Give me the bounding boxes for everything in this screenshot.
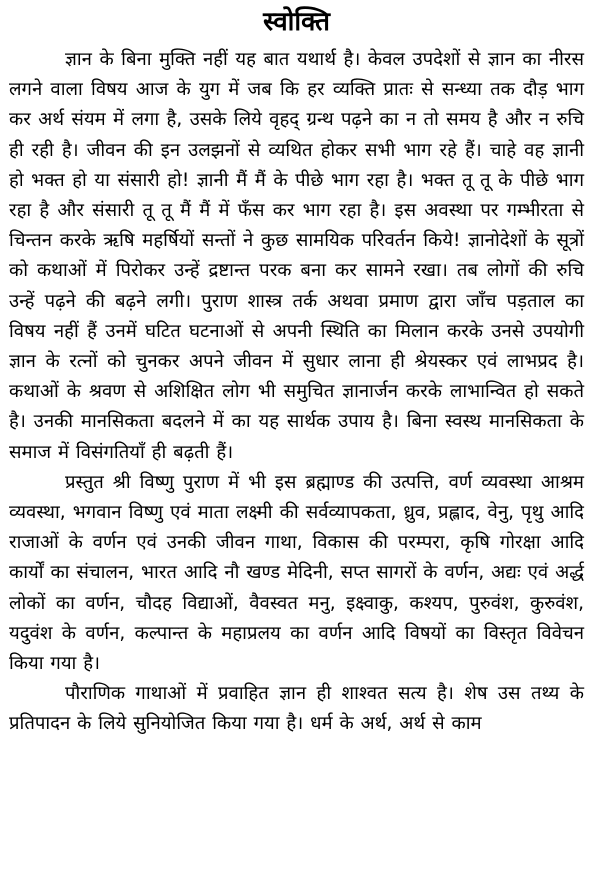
paragraph-3: पौराणिक गाथाओं में प्रवाहित ज्ञान ही शाश्वत सत्य है। शेष उस तथ्य के प्रतिपादन के लिये सुनियोजित किया गया है। धर्म के अर्थ, अर्थ से काम [9, 683, 584, 735]
paragraph-2: प्रस्तुत श्री विष्णु पुराण में भी इस ब्रह्माण्ड की उत्पत्ति, वर्ण व्यवस्था आश्रम व्यवस्था, भगवान विष्णु एवं माता लक्ष्मी की सर्वव्यापकता, ध्रुव, प्रह्लाद, वेनु, पृथु आदि राजाओं के वर्णन एवं उनकी जीवन गाथा, विकास की परम्परा, कृषि गोरक्षा आदि कार्यों का संचालन, भारत आदि नौ खण्ड मेदिनी, सप्त सागरों के वर्णन, अद्यः एवं अर्द्ध लोकों का वर्णन, चौदह विद्याओं, वैवस्वत मनु, इक्ष्वाकु, कश्यप, पुरुवंश, कुरुवंश, यदुवंश के वर्णन, कल्पान्त के महाप्रलय का वर्णन आदि विषयों का विस्तृत विवेचन किया गया है। [9, 471, 584, 675]
paragraph-1: ज्ञान के बिना मुक्ति नहीं यह बात यथार्थ है। केवल उपदेशों से ज्ञान का नीरस लगने वाला विषय आज के युग में जब कि हर व्यक्ति प्रातः से सन्ध्या तक दौड़ भाग कर अर्थ संयम में लगा है, उसके लिये वृहद् ग्रन्थ पढ़ने का न तो समय है और न रुचि ही रही है। जीवन की इन उलझनों से व्यथित होकर सभी भाग रहे हैं। चाहे वह ज्ञानी हो भक्त हो या संसारी हो! ज्ञानी मैं मैं के पीछे भाग रहा है। भक्त तू तू के पीछे भाग रहा है और संसारी तू तू मैं मैं में फँस कर भाग रहा है। इस अवस्था पर गम्भीरता से चिन्तन करके ऋषि महर्षियों सन्तों ने कुछ सामयिक परिवर्तन किये! ज्ञानोदेशों के सूत्रों को कथाओं में पिरोकर उन्हें द्रष्टान्त परक बना कर सामने रखा। तब लोगों की रुचि उन्हें पढ़ने की बढ़ने लगी। पुराण शास्त्र तर्क अथवा प्रमाण द्वारा जाँच पड़ताल का विषय नहीं हैं उनमें घटित घटनाओं से अपनी स्थिति का मिलान करके उनसे उपयोगी ज्ञान के रत्नों को चुनकर अपने जीवन में सुधार लाना ही श्रेयस्कर एवं लाभप्रद है। कथाओं के श्रवण से अशिक्षित लोग भी समुचित ज्ञानार्जन करके लाभान्वित हो सकते है। उनकी मानसिकता बदलने में का यह सार्थक उपाय है। बिना स्वस्थ मानसिकता के समाज में विसंगतियाँ ही बढ़ती हैं। [9, 49, 584, 463]
page-title: स्वोक्ति [263, 7, 330, 37]
